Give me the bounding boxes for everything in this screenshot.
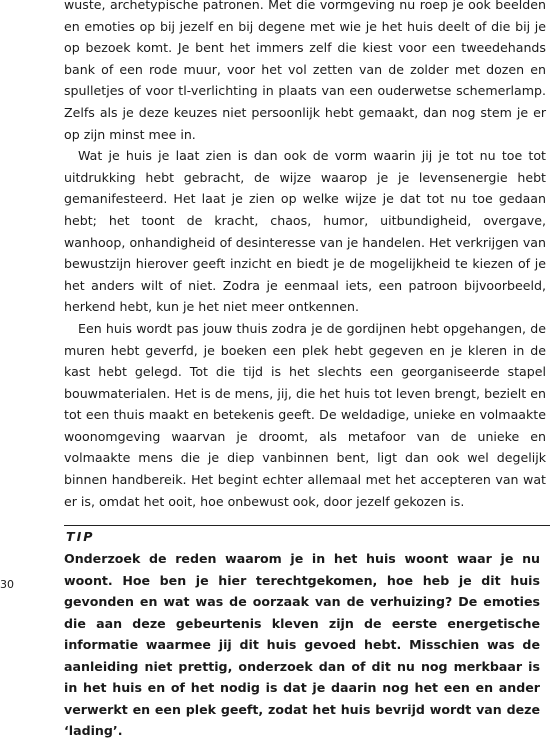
paragraph-3: Een huis wordt pas jouw thuis zodra je de gordijnen hebt opgehangen, de muren hebt geverfd, je boeken een plek hebt gegeven en je kleren in de kast hebt gelegd. Tot die tijd is het slechts een georganiseerde stapel bouwmaterialen. Het is de mens, jij, die het huis tot leven brengt, bezielt en tot een thuis maakt en betekenis geeft. De weldadige, unieke en volmaakte woonomgeving waarvan je droomt, als metafoor van de unieke en volmaakte mens die je diep vanbinnen bent, ligt dan ook wel degelijk binnen handbereik. Het begint echter allemaal met het accepteren van wat er is, omdat het ooit, hoe onbewust ook, door jezelf gekozen is. (64, 320, 546, 509)
page-number: 30 (0, 578, 14, 591)
tip-divider (64, 525, 550, 526)
tip-text: Onderzoek de reden waarom je in het huis woont waar je nu woont. Hoe ben je hier terechtgekomen, hoe heb je dit huis gevonden en wat was de oorzaak van de verhuizing? De emoties die aan deze gebeurtenis kleven zijn de eerste energetische informatie waarmee jij dit huis gevoed hebt. Misschien was de aanleiding niet prettig, onderzoek dan of dit nu nog merkbaar is in het huis en of het nodig is dat je daarin nog het een en ander verwerkt en een plek geeft, zodat het huis bevrijd wordt van deze ‘lading’. (64, 551, 540, 738)
body-text (64, 0, 546, 512)
paragraph-2: Wat je huis je laat zien is dan ook de vorm waarin jij je tot nu toe tot uitdrukking hebt gebracht, de wijze waarop je je levensenergie hebt gemanifesteerd. Het laat je zien op welke wijze je dat tot nu toe gedaan hebt; het toont de kracht, chaos, humor, uitbundigheid, overgave, wanhoop, onhandigheid of desinteresse van je handelen. Het verkrijgen van bewustzijn hierover geeft inzicht en biedt je de mogelijkheid te kiezen of je het anders wilt of niet. Zodra je eenmaal iets, een patroon bijvoorbeeld, herkend hebt, kun je het niet meer ontkennen. (64, 148, 546, 315)
paragraph-1: wuste, archetypische patronen. Met die vormgeving nu roep je ook beelden en emoties op bij jezelf en bij degene met wie je het huis deelt of die bij je op bezoek komt. Je bent het immers zelf die kiest voor een tweedehands bank of een rode muur, voor het vol zetten van de zolder met dozen en spulletjes of voor tl-verlichting in plaats van een ouderwetse schemerlamp. Zelfs als je deze keuzes niet persoonlijk hebt gemaakt, dan nog stem je er op zijn minst mee in. (64, 0, 546, 142)
tip-heading: TIP (66, 529, 95, 544)
